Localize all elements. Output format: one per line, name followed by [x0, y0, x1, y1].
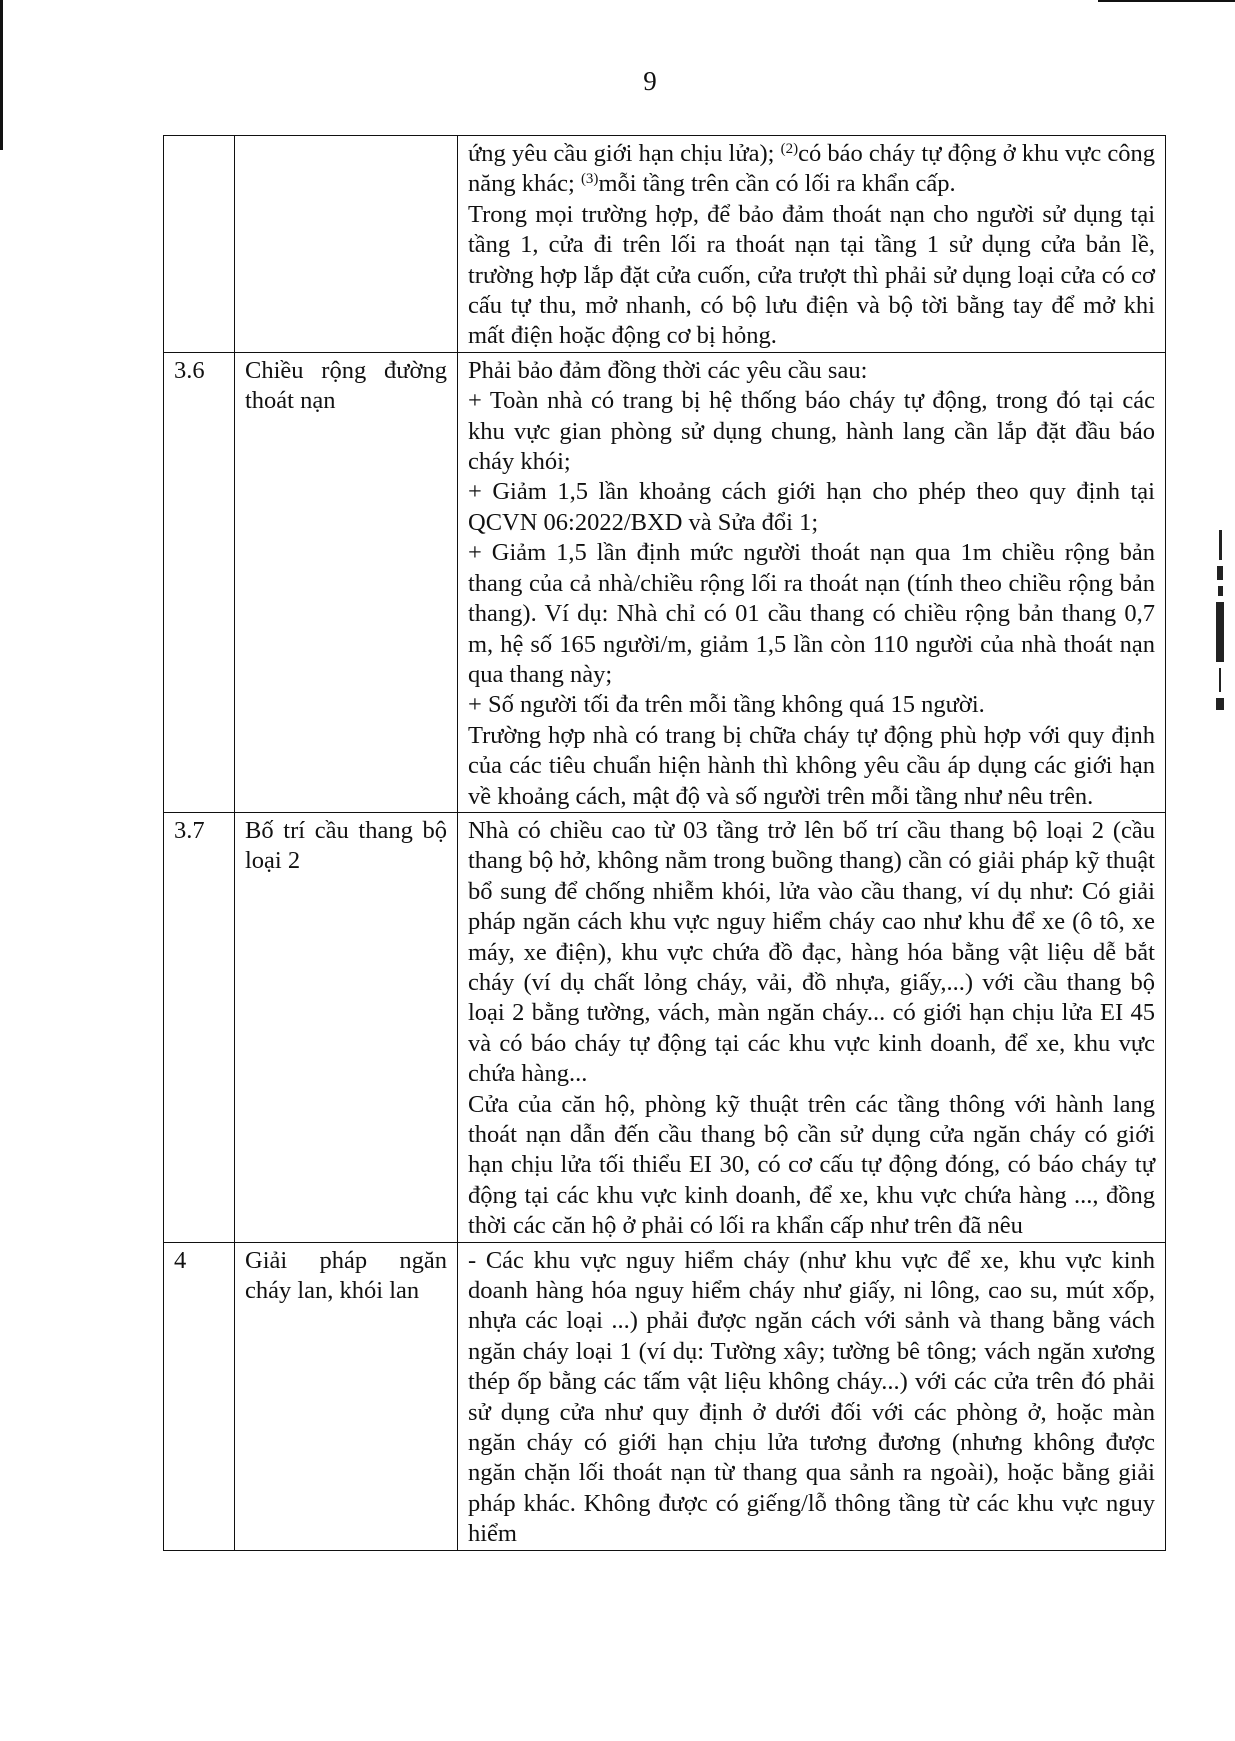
content-text: ứng yêu cầu giới hạn chịu lửa); — [468, 140, 781, 167]
top-edge-line — [1098, 0, 1235, 2]
row-item — [235, 1242, 458, 1550]
content-paragraph — [468, 139, 1155, 200]
page-number: 9 — [643, 66, 657, 96]
item-name: Giải pháp ngăn cháy lan, khói lan — [245, 1246, 447, 1305]
row-number — [164, 136, 235, 353]
content-text: mỗi tầng trên cần có lối ra khẩn cấp. — [598, 170, 956, 198]
row-content — [458, 352, 1166, 812]
table-row — [164, 812, 1166, 1242]
row-content — [458, 812, 1166, 1242]
item-name: Chiều rộng đường thoát nạn — [245, 356, 447, 415]
table-row — [164, 1242, 1166, 1550]
row-number: 3.7 — [164, 812, 235, 1242]
content-paragraph: + Giảm 1,5 lần định mức người thoát nạn qua 1m chiều rộng bản thang của cả nhà/chiều rộng lối ra thoát nạn (tính theo chiều rộng bản thang). Ví dụ: Nhà chỉ có 01 cầu thang có chiều rộng bản thang 0,7 m, hệ số 165 người/m, giảm 1,5 lần còn 110 người của nhà thoát nạn qua thang này; — [468, 539, 1155, 688]
row-number: 3.6 — [164, 352, 235, 812]
footnote-marker: (3) — [580, 171, 599, 188]
footnote-marker: (2) — [780, 141, 799, 157]
content-text: có báo cháy tự động ở khu vực công năng khác; — [468, 140, 1155, 198]
content-paragraph: Trường hợp nhà có trang bị chữa cháy tự động phù hợp với quy định của các tiêu chuẩn hiện hành thì không yêu cầu áp dụng các giới hạn về khoảng cách, mật độ và số người trên mỗi tầng như nêu trên. — [468, 721, 1155, 810]
row-item — [235, 812, 458, 1242]
row-item — [235, 136, 458, 353]
row-content — [458, 136, 1166, 353]
content-paragraph: + Số người tối đa trên mỗi tầng không quá 15 người. — [468, 691, 985, 719]
content-paragraph: Nhà có chiều cao từ 03 tầng trở lên bố trí cầu thang bộ loại 2 (cầu thang bộ hở, không nằm trong buồng thang) cần có giải pháp kỹ thuật bổ sung để chống nhiễm khói, lửa vào cầu thang, ví dụ như: Có giải pháp ngăn cách khu vực nguy hiểm cháy cao như khu để xe (ô tô, xe máy, xe điện), khu vực chứa đồ đạc, hàng hóa bằng vật liệu dễ bắt cháy (ví dụ chất lỏng cháy, vải, đồ nhựa, giấy,...) với cầu thang bộ loại 2 bằng tường, vách, màn ngăn cháy... có giới hạn chịu lửa EI 45 và có báo cháy tự động tại các khu vực kinh doanh, để xe, khu vực chứa hàng... — [468, 816, 1155, 1088]
item-name: Bố trí cầu thang bộ loại 2 — [245, 816, 447, 875]
table-row — [164, 136, 1166, 353]
margin-stamp-mark — [1213, 530, 1227, 770]
regulation-table — [163, 135, 1166, 1551]
content-paragraph: Phải bảo đảm đồng thời các yêu cầu sau: — [468, 356, 868, 384]
table-row — [164, 352, 1166, 812]
content-paragraph: + Toàn nhà có trang bị hệ thống báo cháy tự động, trong đó tại các khu vực gian phòng sử dụng chung, hành lang cần lắp đặt đầu báo cháy khói; — [468, 387, 1155, 476]
content-paragraph: + Giảm 1,5 lần khoảng cách giới hạn cho phép theo quy định tại QCVN 06:2022/BXD và Sửa đổi 1; — [468, 478, 1155, 536]
row-item — [235, 352, 458, 812]
content-paragraph: Cửa của căn hộ, phòng kỹ thuật trên các tầng thông với hành lang thoát nạn dẫn đến cầu thang bộ cần sử dụng cửa ngăn cháy có giới hạn chịu lửa tối thiểu EI 30, có cơ cấu tự động đóng, có báo cháy tự động tại các khu vực kinh doanh, để xe, khu vực chứa hàng ..., đồng thời các căn hộ ở phải có lối ra khẩn cấp như trên đã nêu — [468, 1090, 1155, 1240]
content-paragraph: Trong mọi trường hợp, để bảo đảm thoát nạn cho người sử dụng tại tầng 1, cửa đi trên lối ra thoát nạn tại tầng 1 sử dụng cửa bản lề, trường hợp lắp đặt cửa cuốn, cửa trượt thì phải sử dụng loại cửa có cơ cấu tự thu, mở nhanh, có bộ lưu điện và bộ tời bằng tay để mở khi mất điện hoặc động cơ bị hỏng. — [468, 200, 1155, 350]
row-number: 4 — [164, 1242, 235, 1550]
row-content — [458, 1242, 1166, 1550]
content-paragraph: - Các khu vực nguy hiểm cháy (như khu vực để xe, khu vực kinh doanh hàng hóa nguy hiểm cháy như giấy, ni lông, cao su, mút xốp, nhựa các loại ...) phải được ngăn cách với sảnh và thang bằng vách ngăn cháy loại 1 (ví dụ: Tường xây; tường bê tông; vách ngăn xương thép ốp bằng các tấm vật liệu không cháy...) với các cửa trên đó phải sử dụng cửa như quy định ở dưới đối với các phòng ở, hoặc màn ngăn cháy có giới hạn chịu lửa tương đương (nhưng không được ngăn chặn lối thoát nạn từ thang qua sảnh ra ngoài), hoặc bằng giải pháp khác. Không được có giếng/lỗ thông tầng từ các khu vực nguy hiểm — [468, 1246, 1155, 1548]
